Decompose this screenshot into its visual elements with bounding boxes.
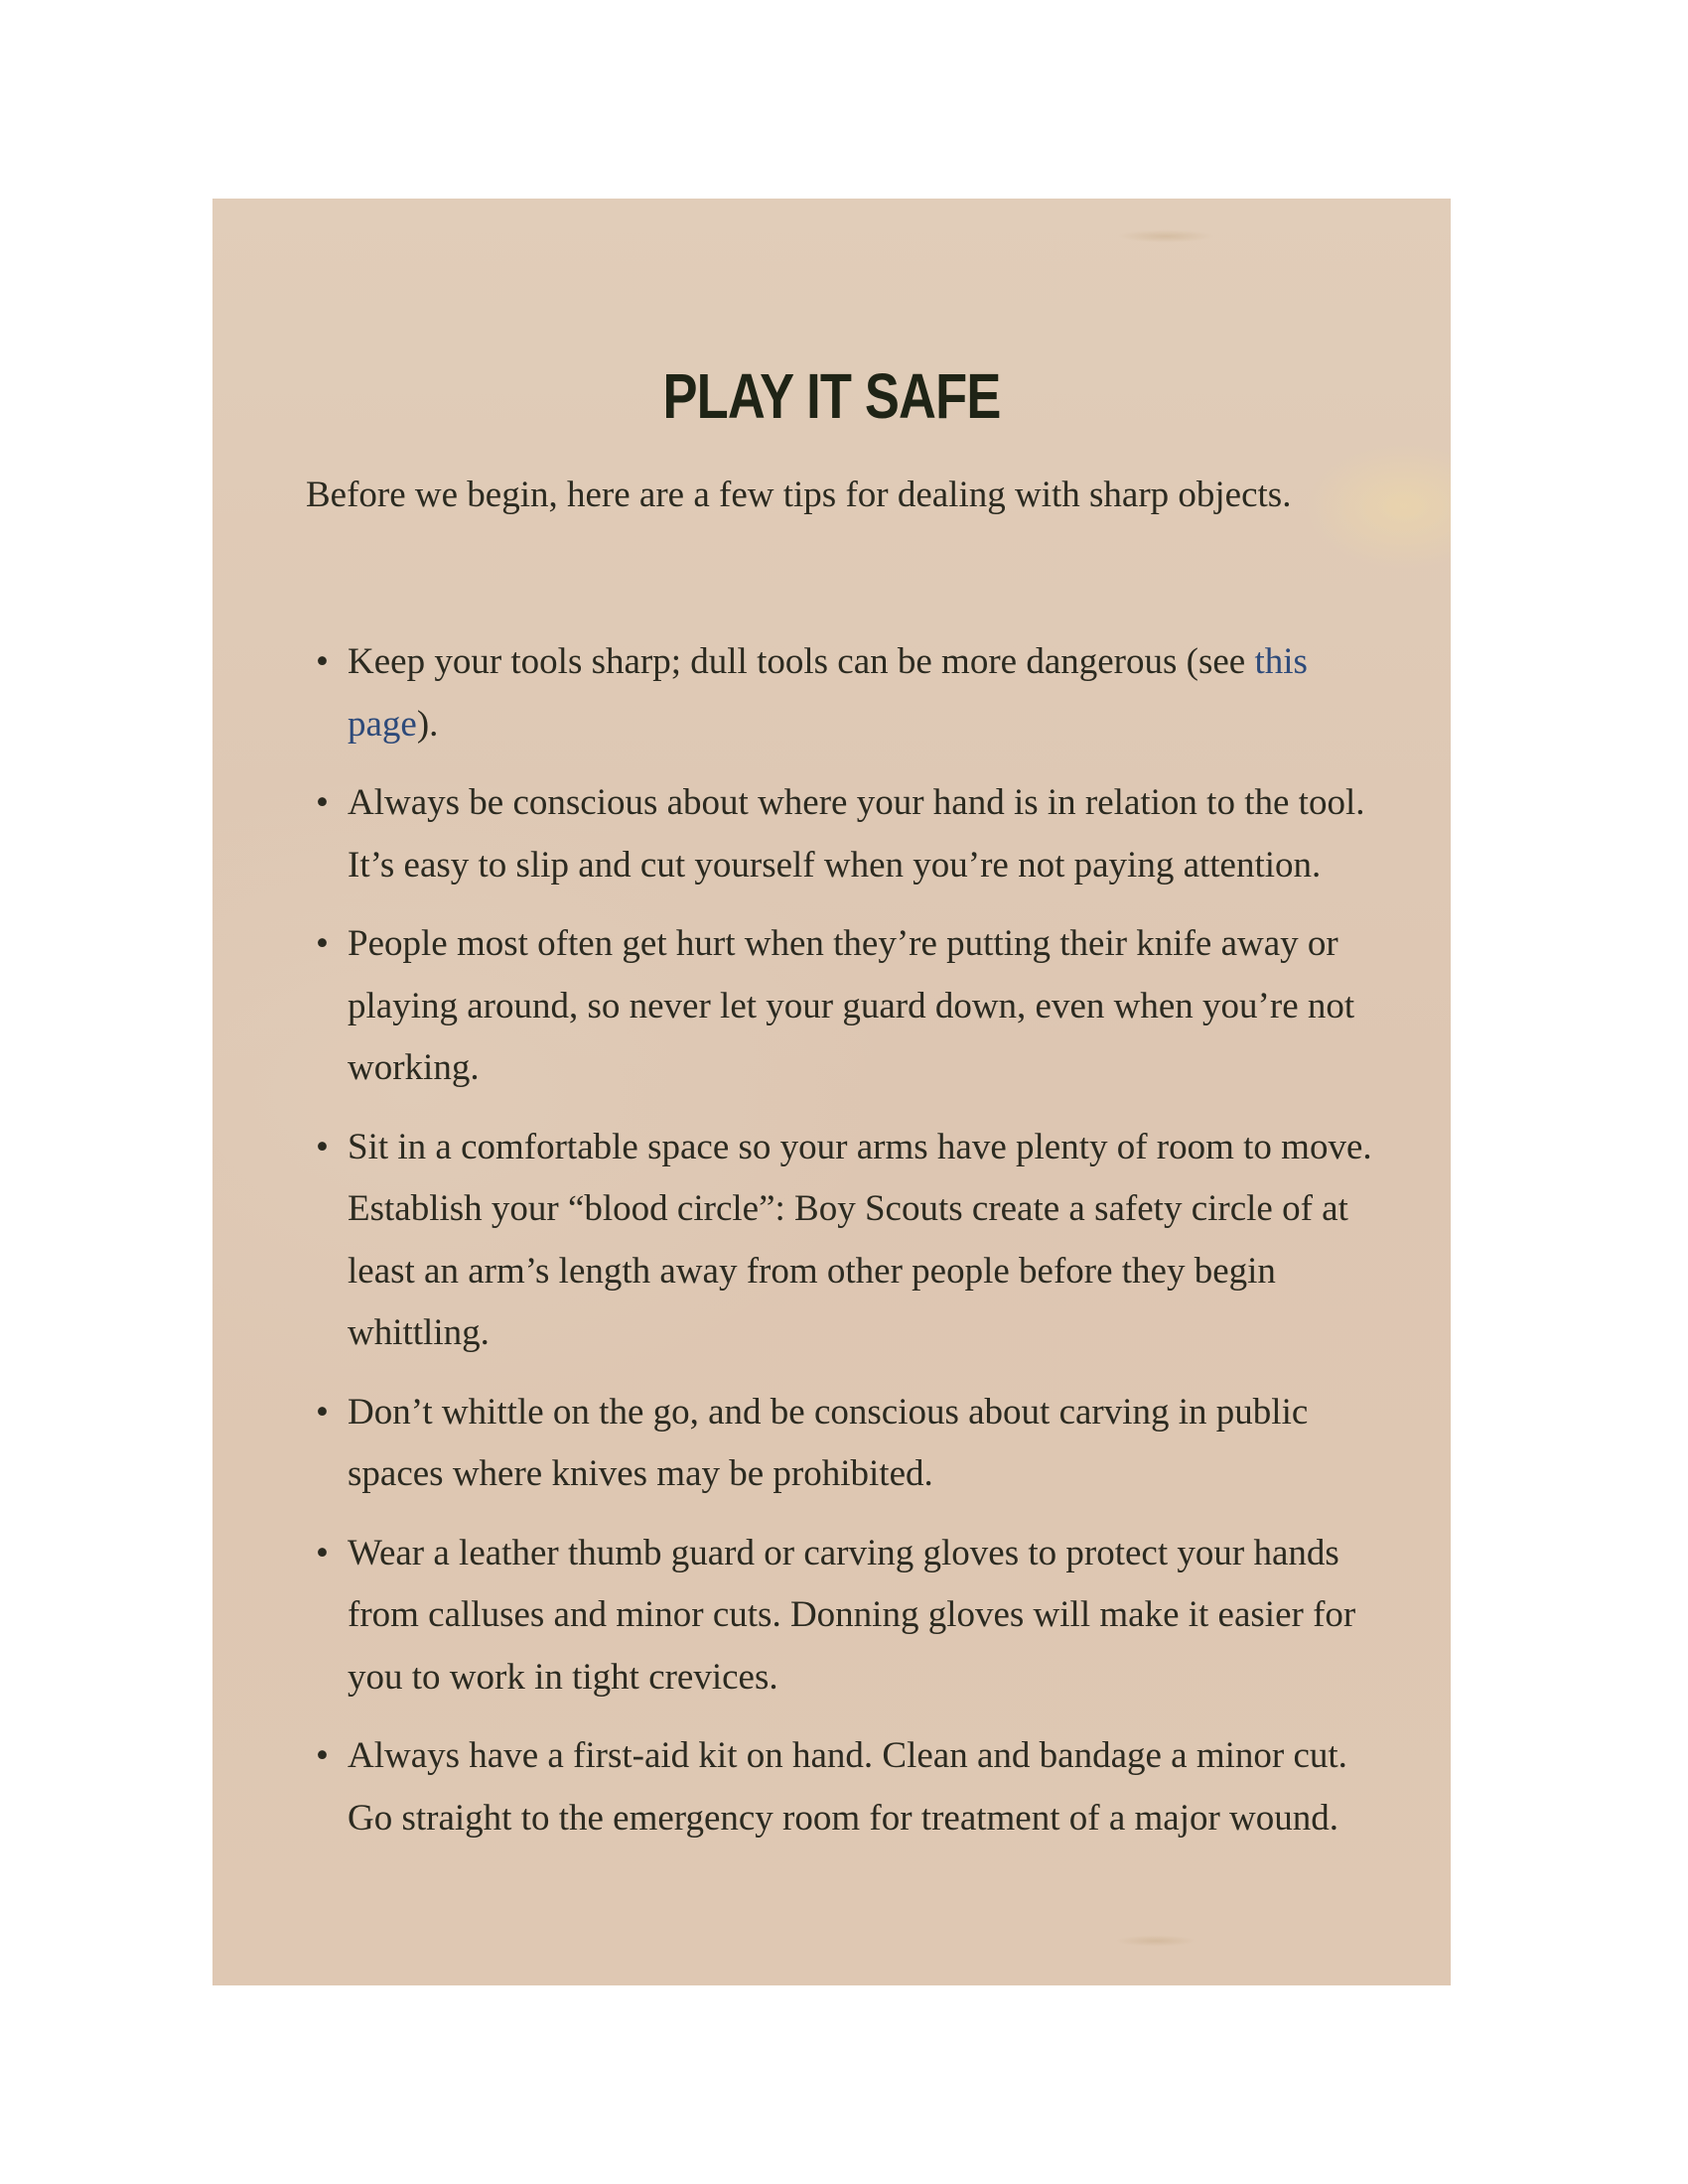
tip-text: People most often get hurt when they’re putting their knife away or playing around, so never let your guard down, even when you’re not working. xyxy=(348,923,1355,1088)
list-item xyxy=(306,772,1378,896)
bullet-icon: • xyxy=(316,923,329,964)
tip-text: Keep your tools sharp; dull tools can be more dangerous (see xyxy=(348,641,1255,682)
tip-text: Always be conscious about where your hand is in relation to the tool. It’s easy to slip and cut yourself when you’re not paying attention. xyxy=(348,782,1365,886)
bullet-icon: • xyxy=(316,641,329,682)
bullet-icon: • xyxy=(316,1126,329,1167)
tip-text-end: ). xyxy=(416,703,439,745)
list-item xyxy=(306,1382,1378,1506)
safety-tips-list xyxy=(306,631,1378,1866)
tip-text: Sit in a comfortable space so your arms have plenty of room to move. Establish your “blood circle”: Boy Scouts create a safety circle of at least an arm’s length away from other people before they begin whittling. xyxy=(348,1126,1372,1353)
tip-text: Always have a first-aid kit on hand. Clean and bandage a minor cut. Go straight to the emergency room for treatment of a major wound. xyxy=(348,1735,1347,1839)
intro-paragraph: Before we begin, here are a few tips for dealing with sharp objects. xyxy=(306,475,1292,515)
bullet-icon: • xyxy=(316,1532,329,1573)
list-item xyxy=(306,913,1378,1100)
list-item xyxy=(306,1117,1378,1365)
bullet-icon: • xyxy=(316,1735,329,1776)
list-item xyxy=(306,1523,1378,1709)
page-title: PLAY IT SAFE xyxy=(662,360,1001,432)
list-item xyxy=(306,631,1378,755)
bullet-icon: • xyxy=(316,782,329,823)
tip-text: Wear a leather thumb guard or carving gloves to protect your hands from calluses and minor cuts. Donning gloves will make it easier for you to work in tight crevices. xyxy=(348,1532,1356,1698)
this-page-link[interactable]: this page xyxy=(348,641,1308,745)
safety-panel xyxy=(212,199,1451,1985)
list-item xyxy=(306,1725,1378,1849)
tip-text: Don’t whittle on the go, and be conscious about carving in public spaces where knives may be prohibited. xyxy=(348,1391,1309,1494)
bullet-icon: • xyxy=(316,1391,329,1433)
